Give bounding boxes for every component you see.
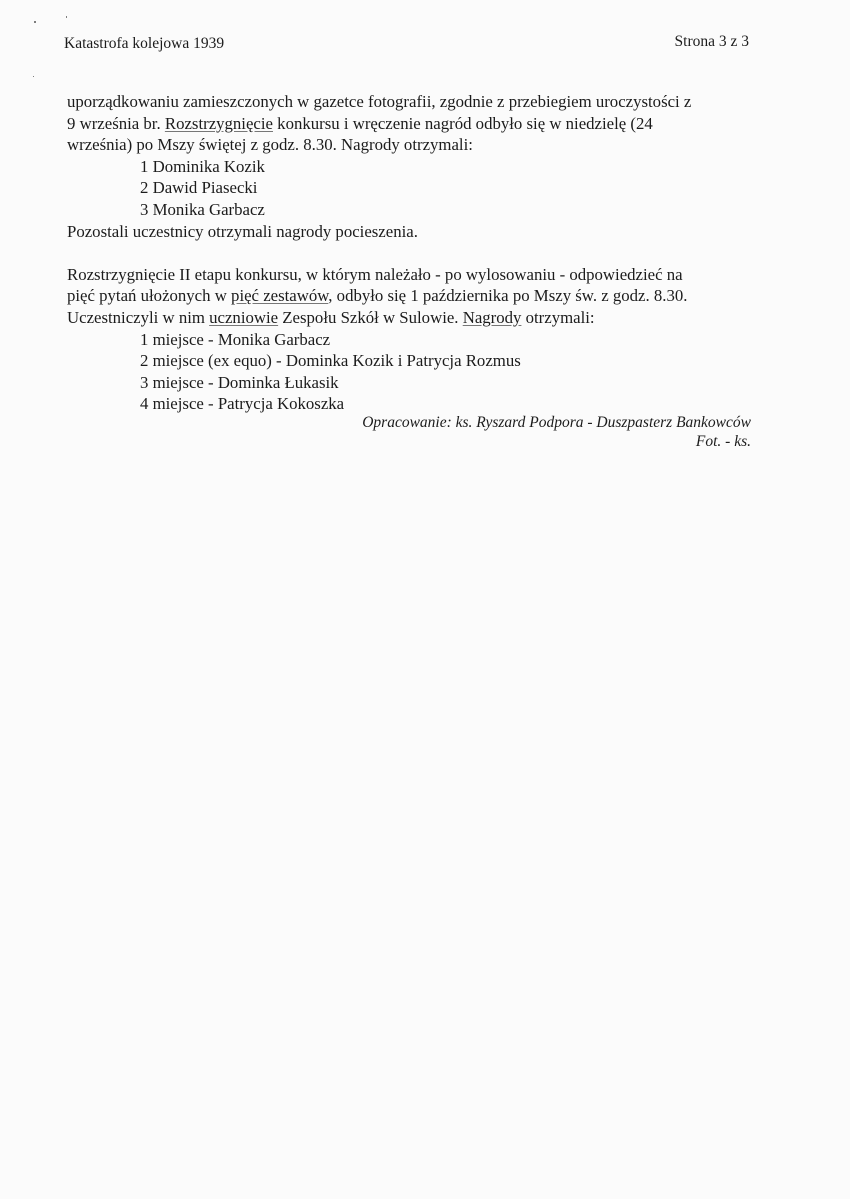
list-item: 3 miejsce - Dominka Łukasik [140,372,339,392]
text-line: Zespołu Szkół w Sulowie. [278,307,463,327]
author-credit: Opracowanie: ks. Ryszard Podpora - Duszpasterz Bankowców [362,414,751,431]
consolation-text: Pozostali uczestnicy otrzymali nagrody pocieszenia. [67,221,418,241]
text-line: otrzymali: [521,307,595,327]
list-item: 1 miejsce - Monika Garbacz [140,329,331,349]
text-line: Uczestniczyli w nim [67,307,210,327]
list-item: 2 Dawid Piasecki [140,178,258,198]
photo-credit: Fot. - ks. [695,433,751,450]
list-item: 3 Monika Garbacz [140,199,265,219]
credits-block [362,413,751,451]
text-line: uporządkowaniu zamieszczonych w gazetce fotografii, zgodnie z przebiegiem uroczystości z [67,92,692,111]
scan-speck [34,21,36,23]
text-line: , odbyło się 1 października po Mszy św. z godz. 8.30. [328,286,688,306]
page-number: Strona 3 z 3 [674,33,749,50]
underlined-word: pięć zestawów [231,286,329,306]
paragraph-ceremony [67,91,757,156]
underlined-word: Nagrody [462,307,522,327]
list-item: 2 miejsce (ex equo) - Dominka Kozik i Patrycja Rozmus [140,351,521,371]
underlined-word: Rozstrzygnięcie [164,113,273,133]
scan-speck [33,76,34,77]
paragraph-gap [67,242,757,264]
text-line: 9 września br. [67,113,165,133]
winners-list-stage-1 [67,156,757,221]
underlined-word: uczniowie [209,307,279,327]
paragraph-stage-2 [67,264,757,329]
document-title: Katastrofa kolejowa 1939 [64,35,225,52]
list-item: 1 Dominika Kozik [140,156,265,176]
winners-list-stage-2 [67,329,757,415]
text-line: Rozstrzygnięcie II etapu konkursu, w którym należało - po wylosowaniu - odpowiedzieć na [67,264,683,284]
scan-speck [66,16,67,18]
text-line: konkursu i wręczenie nagród odbyło się w niedzielę (24 [272,113,653,133]
text-line: września) po Mszy świętej z godz. 8.30. Nagrody otrzymali: [67,135,473,155]
list-item: 4 miejsce - Patrycja Kokoszka [140,394,345,414]
document-body [67,91,757,415]
text-line: pięć pytań ułożonych w [67,286,232,306]
